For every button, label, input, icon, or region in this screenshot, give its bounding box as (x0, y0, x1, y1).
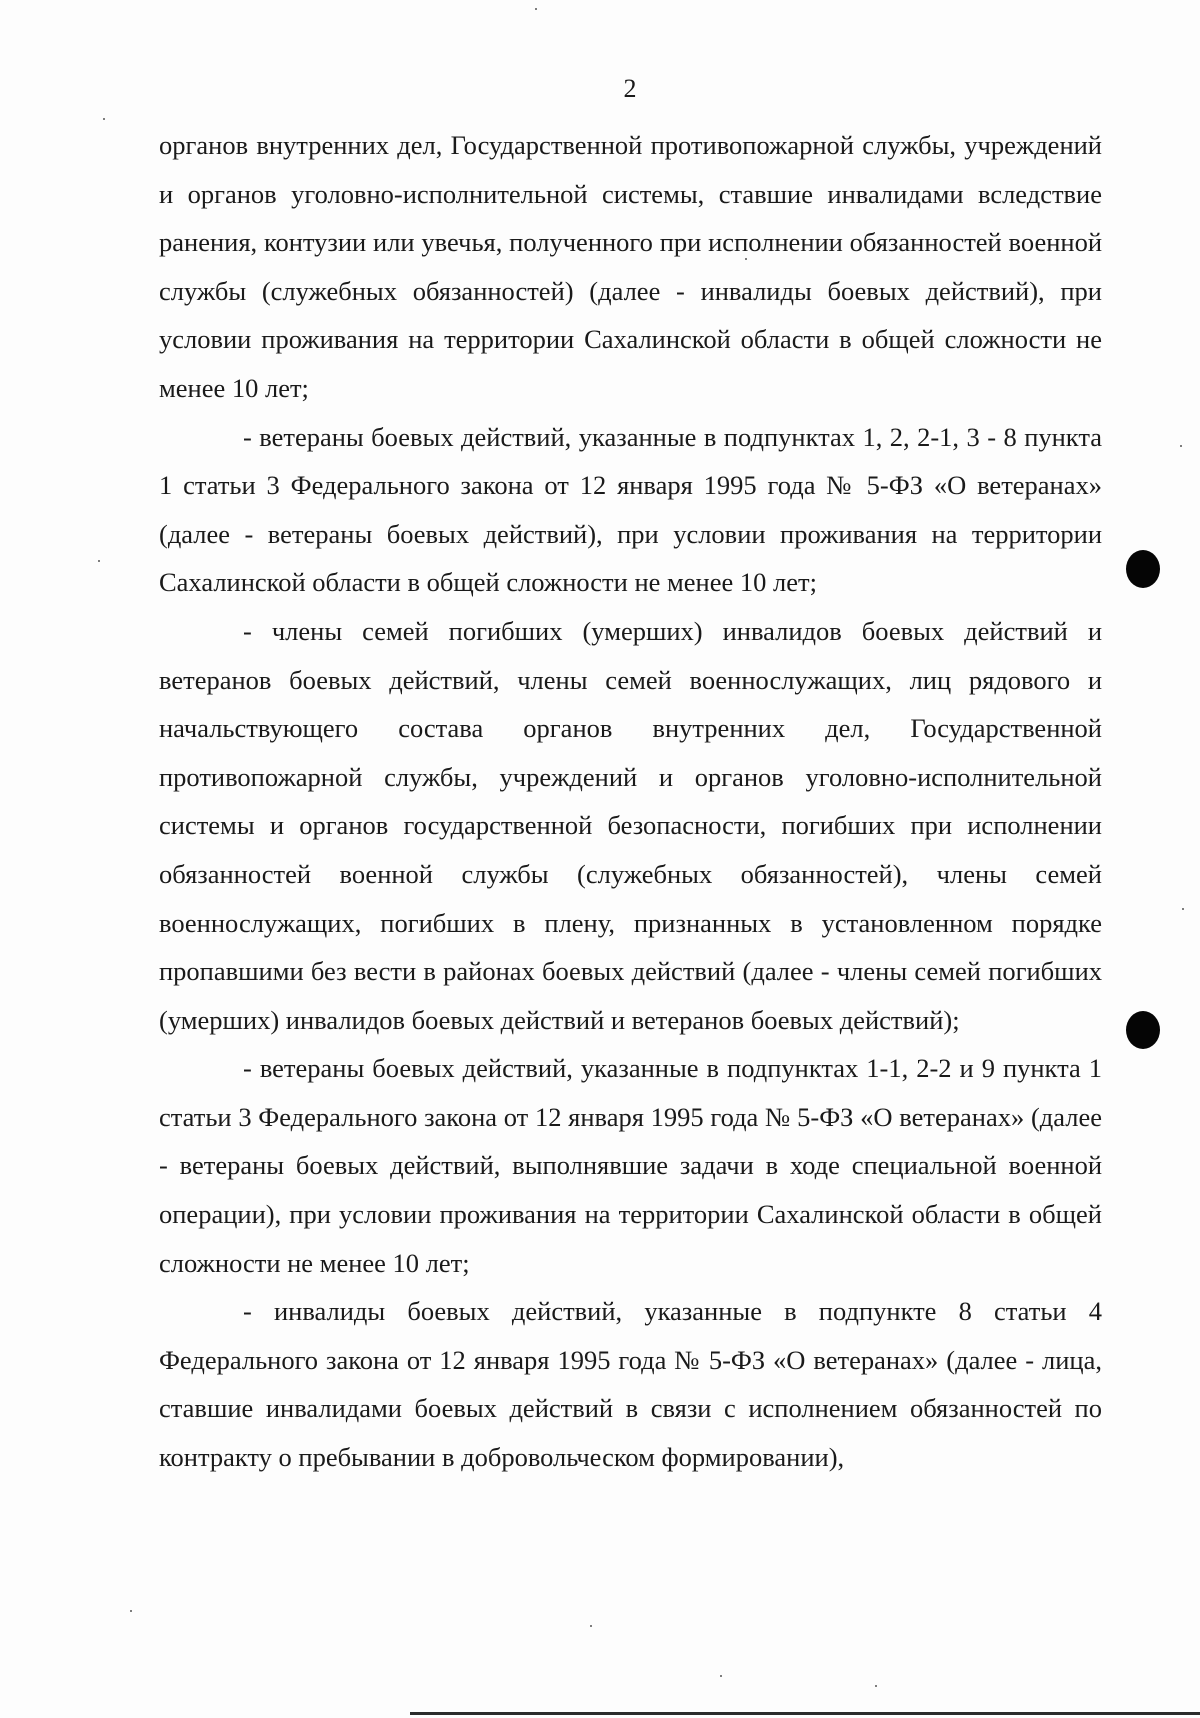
scan-speck (590, 1625, 592, 1627)
scan-edge-line (410, 1712, 1200, 1715)
punch-hole-mark (1126, 550, 1160, 588)
document-body (159, 121, 1102, 1482)
scan-speck (1180, 445, 1182, 447)
scan-speck (98, 560, 100, 562)
scan-speck (103, 118, 105, 120)
scan-speck (130, 1610, 132, 1612)
paragraph-2: - ветераны боевых действий, указанные в подпунктах 1, 2, 2-1, 3 - 8 пункта 1 статьи 3 Федерального закона от 12 января 1995 года № 5-ФЗ «О ветеранах» (далее - ветераны боевых действий), при условии проживания на территории Сахалинской области в общей сложности не менее 10 лет; (159, 421, 1102, 598)
punch-hole-mark (1126, 1011, 1160, 1049)
scan-speck (535, 8, 537, 10)
page-number: 2 (623, 74, 637, 103)
scan-speck (1182, 908, 1184, 910)
scan-speck (720, 1675, 722, 1677)
paragraph-4: - ветераны боевых действий, указанные в подпунктах 1-1, 2-2 и 9 пункта 1 статьи 3 Федерального закона от 12 января 1995 года № 5-ФЗ «О ветеранах» (далее - ветераны боевых действий, выполнявшие задачи в ходе специальной военной операции), при условии проживания на территории Сахалинской области в общей сложности не менее 10 лет; (159, 1053, 1102, 1278)
paragraph-5: - инвалиды боевых действий, указанные в подпункте 8 статьи 4 Федерального закона от 12 января 1995 года № 5-ФЗ «О ветеранах» (далее - лица, ставшие инвалидами боевых действий в связи с исполнением обязанностей по контракту о пребывании в добровольческом формировании), (159, 1296, 1102, 1473)
scan-speck (745, 258, 747, 260)
paragraph-3: - члены семей погибших (умерших) инвалидов боевых действий и ветеранов боевых действий, члены семей военнослужащих, лиц рядового и начальствующего состава органов внутренних дел, Государственной противопожарной службы, учреждений и органов уголовно-исполнительной системы и органов государственной безопасности, погибших при исполнении обязанностей военной службы (служебных обязанностей), члены семей военнослужащих, погибших в плену, признанных в установленном порядке пропавшими без вести в районах боевых действий (далее - члены семей погибших (умерших) инвалидов боевых действий и ветеранов боевых действий); (159, 615, 1102, 1035)
paragraph-1: органов внутренних дел, Государственной противопожарной службы, учреждений и органов уголовно-исполнительной системы, ставшие инвалидами вследствие ранения, контузии или увечья, полученного при исполнении обязанностей военной службы (служебных обязанностей) (далее - инвалиды боевых действий), при условии проживания на территории Сахалинской области в общей сложности не менее 10 лет; (159, 130, 1102, 403)
scan-speck (875, 1685, 877, 1687)
